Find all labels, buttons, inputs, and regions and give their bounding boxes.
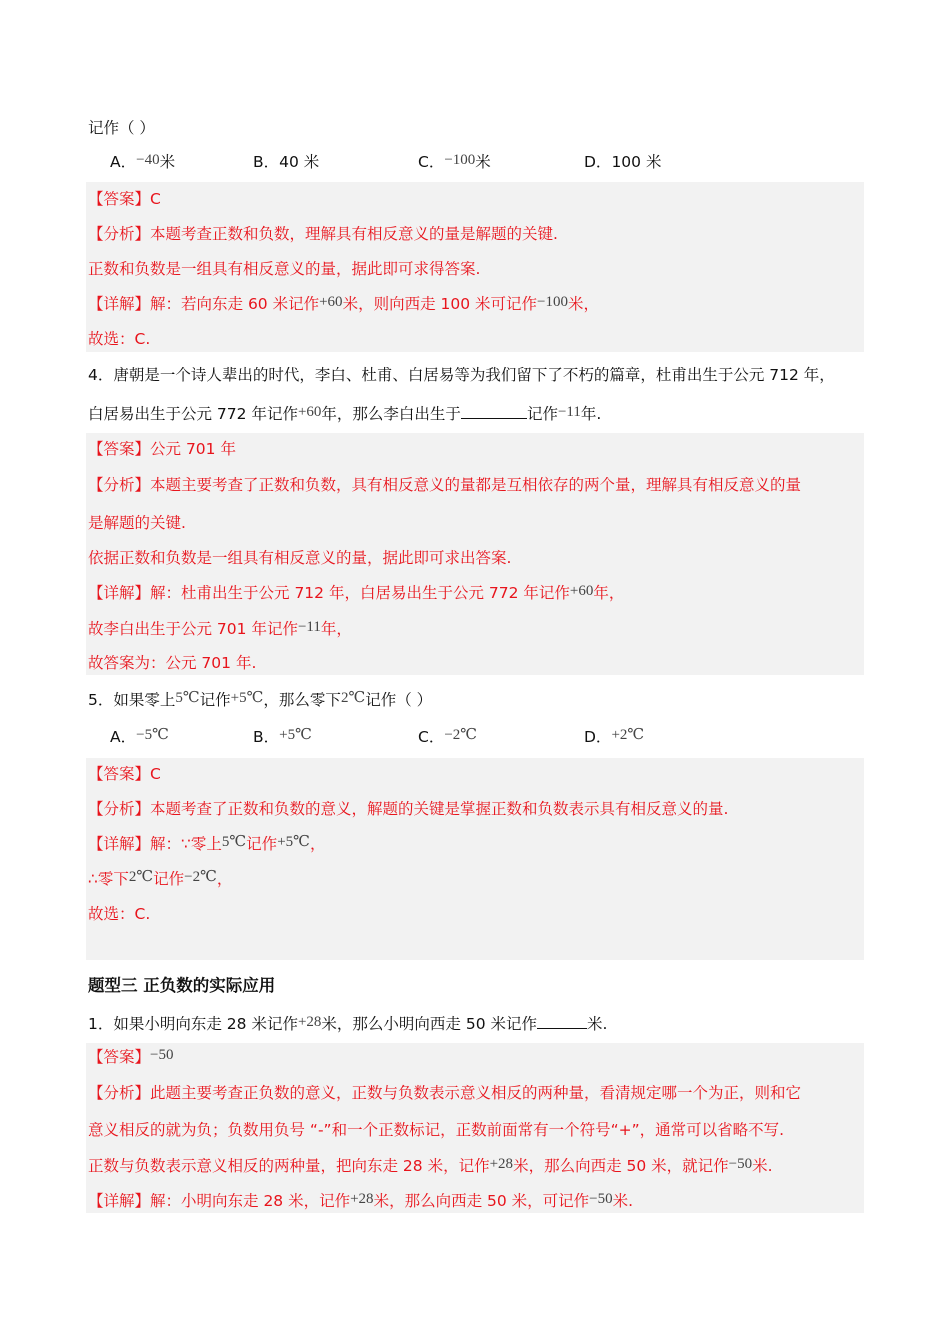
q4-stem-line1: 4．唐朝是一个诗人辈出的时代，李白、杜甫、白居易等为我们留下了不朽的篇章，杜甫出生于公元 712 年， bbox=[88, 366, 835, 384]
q4-detail-2: 故李白出生于公元 701 年记作−11年， bbox=[88, 619, 352, 638]
q5-analysis: 【分析】本题考查了正数和负数的意义，解题的关键是掌握正数和负数表示具有相反意义的量. bbox=[88, 800, 729, 818]
q5-option-b: B．+5℃ bbox=[253, 727, 312, 746]
q5-detail: 【详解】解：∵零上5℃记作+5℃， bbox=[88, 834, 326, 853]
p1-stem: 1．如果小明向东走 28 米记作+28米，那么小明向西走 50 米记作 米. bbox=[88, 1014, 608, 1033]
q4-detail: 【详解】解：杜甫出生于公元 712 年，白居易出生于公元 772 年记作+60年， bbox=[88, 583, 625, 602]
q3-option-d: D．100 米 bbox=[584, 153, 662, 171]
q4-conclusion: 故答案为：公元 701 年. bbox=[88, 654, 257, 672]
q3-analysis: 【分析】本题考查正数和负数，理解具有相反意义的量是解题的关键. bbox=[88, 225, 558, 243]
q3-stem-tail: 记作（ ） bbox=[88, 119, 155, 137]
q3-conclusion: 故选：C. bbox=[88, 330, 151, 348]
q3-option-a: A．−40米 bbox=[110, 152, 176, 171]
q5-detail-2: ∴零下2℃记作−2℃， bbox=[88, 869, 233, 888]
q5-answer: 【答案】C bbox=[88, 765, 161, 783]
q5-option-d: D．+2℃ bbox=[584, 727, 645, 746]
q4-answer-blank bbox=[461, 402, 527, 419]
p1-answer-blank bbox=[537, 1012, 587, 1029]
p1-analysis-cont: 意义相反的就为负；负数用负号 “-”和一个正数标记，正数前面常有一个符号“+”，通常可以省略不写. bbox=[88, 1121, 785, 1139]
section-title: 题型三 正负数的实际应用 bbox=[88, 976, 276, 995]
q4-analysis: 【分析】本题主要考查了正数和负数，具有相反意义的量都是互相依存的两个量，理解具有相反意义的量 bbox=[88, 476, 802, 494]
q3-option-b: B．40 米 bbox=[253, 153, 320, 171]
q5-option-a: A．−5℃ bbox=[110, 727, 169, 746]
q4-analysis-cont: 是解题的关键. bbox=[88, 514, 186, 532]
q4-answer: 【答案】公元 701 年 bbox=[88, 440, 236, 458]
q5-option-c: C．−2℃ bbox=[418, 727, 478, 746]
p1-analysis: 【分析】此题主要考查正负数的意义，正数与负数表示意义相反的两种量，看清规定哪一个为正，则和它 bbox=[88, 1084, 802, 1102]
q4-analysis-2: 依据正数和负数是一组具有相反意义的量，据此即可求出答案. bbox=[88, 549, 512, 567]
q5-stem: 5．如果零上5℃记作+5℃，那么零下2℃记作（ ） bbox=[88, 690, 433, 709]
p1-analysis-2: 正数与负数表示意义相反的两种量，把向东走 28 米，记作+28米，那么向西走 50 米，就记作−50米. bbox=[88, 1156, 773, 1175]
q4-stem-line2: 白居易出生于公元 772 年记作+60年，那么李白出生于 记作−11年. bbox=[88, 404, 602, 423]
q5-answer-box bbox=[86, 758, 864, 960]
q3-analysis-2: 正数和负数是一组具有相反意义的量，据此即可求得答案. bbox=[88, 260, 481, 278]
p1-detail: 【详解】解：小明向东走 28 米，记作+28米，那么向西走 50 米，可记作−50米. bbox=[88, 1191, 634, 1210]
q3-option-c: C．−100米 bbox=[418, 152, 491, 171]
p1-answer: 【答案】−50 bbox=[88, 1047, 174, 1066]
q3-detail: 【详解】解：若向东走 60 米记作+60米，则向西走 100 米可记作−100米， bbox=[88, 294, 599, 313]
q3-answer: 【答案】C bbox=[88, 190, 161, 208]
q5-conclusion: 故选：C. bbox=[88, 905, 151, 923]
